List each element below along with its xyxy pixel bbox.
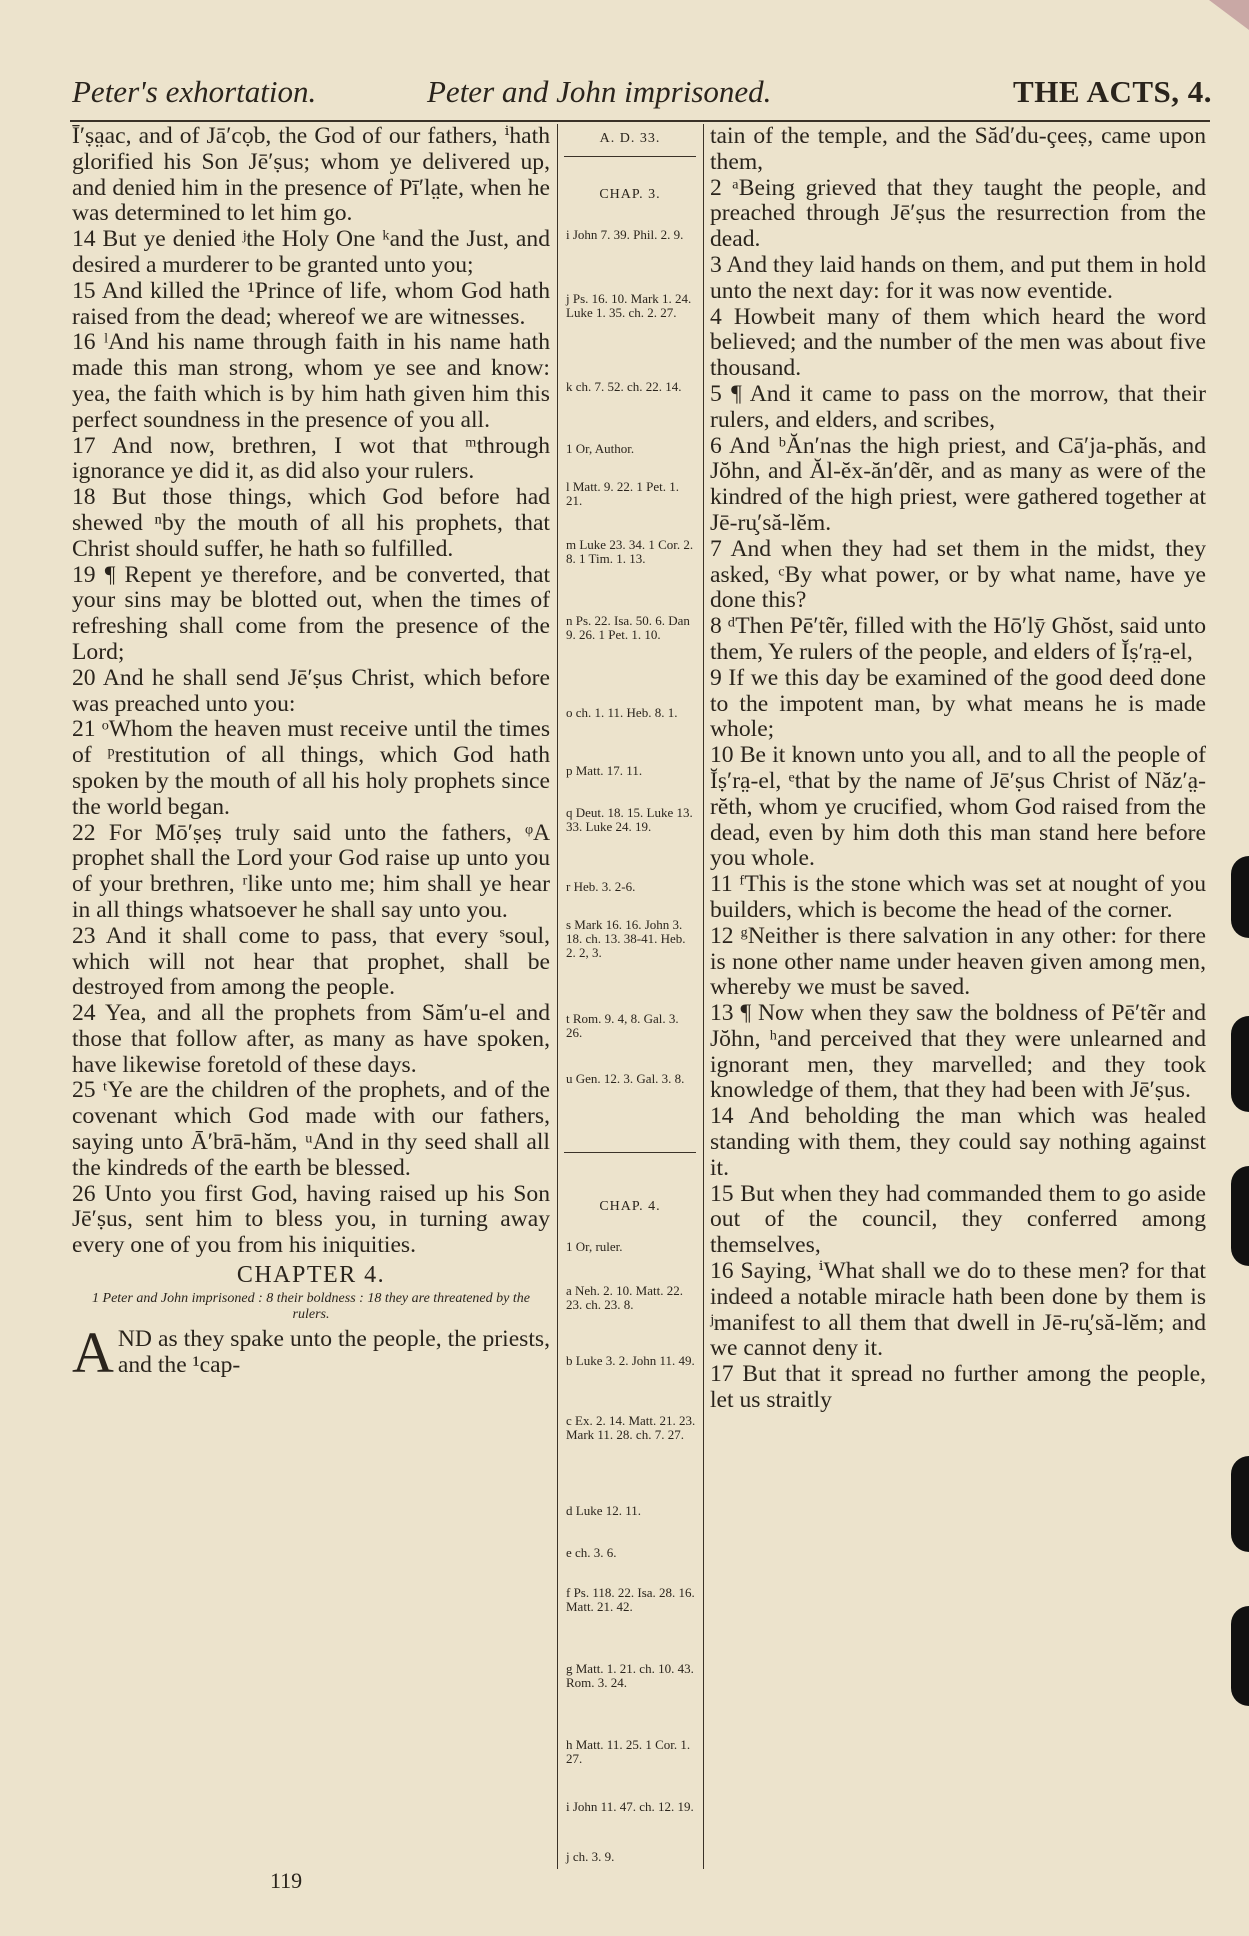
page-corner-mark: [1209, 0, 1249, 30]
chapter-summary: 1 Peter and John imprisoned : 8 their boldness : 18 they are threatened by the rulers.: [92, 1290, 530, 1322]
verse: 22 For Mō′ṣeṣ truly said unto the fathers, ᵠA prophet shall the Lord your God raise up unto you of your brethren, ʳlike unto me; him shall ye hear in all things whatsoever he shall say unto you.: [72, 819, 550, 923]
verse: 26 Unto you first God, having raised up his Son Jē′ṣus, sent him to bless you, in turning away every one of you from his iniquities.: [72, 1180, 550, 1259]
verse: 24 Yea, and all the prophets from Săm′u-el and those that follow after, as many as have spoken, have likewise foretold of these days.: [72, 1000, 550, 1078]
verse: 16 ˡAnd his name through faith in his name hath made this man strong, whom ye see and know: yea, the faith which is by him hath given him this perfect soundness in the presence of you all.: [72, 329, 550, 433]
verse: 12 ᵍNeither is there salvation in any other: for there is none other name under heaven given among men, whereby we must be saved.: [710, 922, 1206, 1001]
chapter-opening-text: ND as they spake unto the people, the priests, and the ¹cap-: [117, 1325, 550, 1378]
margin-ref: r Heb. 3. 2-6.: [566, 879, 636, 894]
verse: 19 ¶ Repent ye therefore, and be converted, that your sins may be blotted out, when the times of refreshing shall come from the presence of the Lord;: [72, 561, 550, 665]
verse: 6 And ᵇĂn′nas the high priest, and Cā′ja-phăs, and Jŏhn, and Ăl-ĕx-ăn′dẽr, and as many as were of the kindred of the high priest, were gathered together at Jē-ru̧′să-lĕm.: [710, 432, 1206, 536]
chapter-opening: [72, 1319, 550, 1385]
margin-ref: j Ps. 16. 10. Mark 1. 24. Luke 1. 35. ch. 2. 27.: [566, 291, 692, 320]
margin-ref: j ch. 3. 9.: [566, 1849, 615, 1864]
margin-ref: t Rom. 9. 4, 8. Gal. 3. 26.: [566, 1011, 679, 1040]
page-header: [72, 70, 1212, 120]
header-rule: [70, 120, 1210, 122]
verse: 9 If we this day be examined of the good deed done to the impotent man, by what means he is made whole;: [710, 664, 1206, 743]
right-text-column: [710, 124, 1206, 1414]
margin-ref: s Mark 16. 16. John 3. 18. ch. 13. 38-41. Heb. 2. 2, 3.: [566, 917, 686, 960]
margin-ref: i John 7. 39. Phil. 2. 9.: [566, 227, 684, 242]
margin-ref: q Deut. 18. 15. Luke 13. 33. Luke 24. 19.: [566, 805, 693, 834]
margin-ref: k ch. 7. 52. ch. 22. 14.: [566, 379, 682, 394]
margin-rule: [564, 1152, 696, 1153]
verse: 13 ¶ Now when they saw the boldness of Pē′tẽr and Jŏhn, ʰand perceived that they were unlearned and ignorant men, they marvelled; and they took knowledge of them, that they had been with Jē′ṣus.: [710, 1000, 1206, 1104]
header-book-chapter: THE ACTS, 4.: [1013, 74, 1212, 109]
margin-ref: n Ps. 22. Isa. 50. 6. Dan 9. 26. 1 Pet. 1. 10.: [566, 613, 690, 642]
verse: tain of the temple, and the Săd′du-çeeṣ, came upon them,: [710, 123, 1206, 175]
chapter-heading: CHAPTER 4.: [236, 1262, 386, 1289]
margin-ref: u Gen. 12. 3. Gal. 3. 8.: [566, 1071, 685, 1086]
header-middle-title: Peter and John imprisoned.: [427, 74, 772, 109]
verse: 4 Howbeit many of them which heard the word believed; and the number of the men was about five thousand.: [710, 303, 1206, 382]
thumb-index-tab: [1231, 1456, 1249, 1552]
verse: 17 But that it spread no further among the people, let us straitly: [710, 1361, 1206, 1414]
margin-ref: a Neh. 2. 10. Matt. 22. 23. ch. 23. 8.: [566, 1283, 683, 1312]
verse: 17 And now, brethren, I wot that ᵐthrough ignorance ye did it, as did also your rulers.: [72, 432, 550, 485]
margin-ref: i John 11. 47. ch. 12. 19.: [566, 1799, 694, 1814]
verse: 20 And he shall send Jē′ṣus Christ, which before was preached unto you:: [72, 664, 550, 717]
header-left-title: Peter's exhortation.: [72, 74, 317, 109]
verse: 14 And beholding the man which was healed standing with them, they could say nothing against it.: [710, 1103, 1206, 1181]
verse: 5 ¶ And it came to pass on the morrow, that their rulers, and elders, and scribes,: [710, 380, 1206, 433]
column-divider-right: [703, 124, 704, 1869]
left-text-column: [72, 123, 550, 1385]
verse: 15 And killed the ¹Prince of life, whom God hath raised from the dead; whereof we are witnesses.: [72, 277, 550, 330]
thumb-index-tab: [1231, 1016, 1249, 1112]
verse: 8 ᵈThen Pē′tẽr, filled with the Hō′lȳ Ghŏst, said unto them, Ye rulers of the people, and elders of Ĭṣ′ra̤-el,: [710, 613, 1206, 665]
verse: 23 And it shall come to pass, that every ˢsoul, which will not hear that prophet, shall be destroyed from among the people.: [72, 922, 550, 1001]
margin-ref: f Ps. 118. 22. Isa. 28. 16. Matt. 21. 42.: [566, 1585, 695, 1614]
column-divider-left: [557, 124, 558, 1869]
margin-chapter-label: CHAP. 4.: [599, 1199, 661, 1214]
margin-ref: h Matt. 11. 25. 1 Cor. 1. 27.: [566, 1737, 691, 1766]
page-number: 119: [270, 1868, 303, 1893]
margin-ref: 1 Or, Author.: [566, 441, 635, 456]
margin-ref: m Luke 23. 34. 1 Cor. 2. 8. 1 Tim. 1. 13.: [566, 537, 694, 566]
verse: 25 ᵗYe are the children of the prophets, and of the covenant which God made with our fathers, saying unto Ā′brā-hăm, ᵘAnd in thy seed shall all the kindreds of the earth be blessed.: [72, 1077, 550, 1181]
verse: 3 And they laid hands on them, and put them in hold unto the next day: for it was now eventide.: [710, 251, 1206, 304]
thumb-index-tab: [1231, 1606, 1249, 1706]
verse: 10 Be it known unto you all, and to all the people of Ĭṣ′ra̤-el, ᵉthat by the name of Jē′ṣus Christ of Năz′a̤-rĕth, whom ye crucified, whom God raised from the dead, even by him doth this man stand here before you whole.: [710, 742, 1206, 872]
margin-ref: e ch. 3. 6.: [566, 1545, 617, 1560]
margin-ref: 1 Or, ruler.: [566, 1239, 623, 1254]
verse: 2 ᵃBeing grieved that they taught the people, and preached through Jē′ṣus the resurrection from the dead.: [710, 174, 1206, 253]
verse: 18 But those things, which God before had shewed ⁿby the mouth of all his prophets, that Christ should suffer, he hath so fulfilled.: [72, 484, 550, 562]
margin-rule: [564, 156, 696, 157]
margin-ref: p Matt. 17. 11.: [566, 763, 643, 778]
verse: 11 ᶠThis is the stone which was set at nought of you builders, which is become the head of the corner.: [710, 871, 1206, 923]
margin-ref: l Matt. 9. 22. 1 Pet. 1. 21.: [566, 479, 680, 508]
verse: 15 But when they had commanded them to go aside out of the council, they conferred among themselves,: [710, 1180, 1206, 1259]
thumb-index-tab: [1231, 1166, 1249, 1266]
verse: Ī′ṣa̤ac, and of Jā′cọb, the God of our fathers, ⁱhath glorified his Son Jē′ṣus; whom ye delivered up, and denied him in the presence of Pī′la̤te, when he was determined to let him go.: [72, 123, 550, 227]
margin-ref: d Luke 12. 11.: [566, 1503, 641, 1518]
thumb-index-tab: [1231, 856, 1249, 938]
margin-chapter-label: CHAP. 3.: [599, 187, 661, 202]
margin-year: A. D. 33.: [599, 131, 661, 146]
marginal-references: [560, 124, 700, 1869]
verse: 14 But ye denied ʲthe Holy One ᵏand the Just, and desired a murderer to be granted unto you;: [72, 226, 550, 278]
verse: 21 ᵒWhom the heaven must receive until the times of ᵖrestitution of all things, which God hath spoken by the mouth of all his holy prophets since the world began.: [72, 716, 550, 820]
margin-ref: g Matt. 1. 21. ch. 10. 43. Rom. 3. 24.: [566, 1661, 694, 1690]
drop-cap: A: [72, 1319, 114, 1385]
margin-ref: o ch. 1. 11. Heb. 8. 1.: [566, 705, 678, 720]
margin-ref: c Ex. 2. 14. Matt. 21. 23. Mark 11. 28. ch. 7. 27.: [566, 1413, 696, 1442]
verse: 7 And when they had set them in the midst, they asked, ᶜBy what power, or by what name, have ye done this?: [710, 535, 1206, 614]
verse: 16 Saying, ⁱWhat shall we do to these men? for that indeed a notable miracle hath been done by them is ʲmanifest to all them that dwell in Jē-ru̧′să-lĕm; and we cannot deny it.: [710, 1258, 1206, 1362]
margin-ref: b Luke 3. 2. John 11. 49.: [566, 1353, 695, 1368]
